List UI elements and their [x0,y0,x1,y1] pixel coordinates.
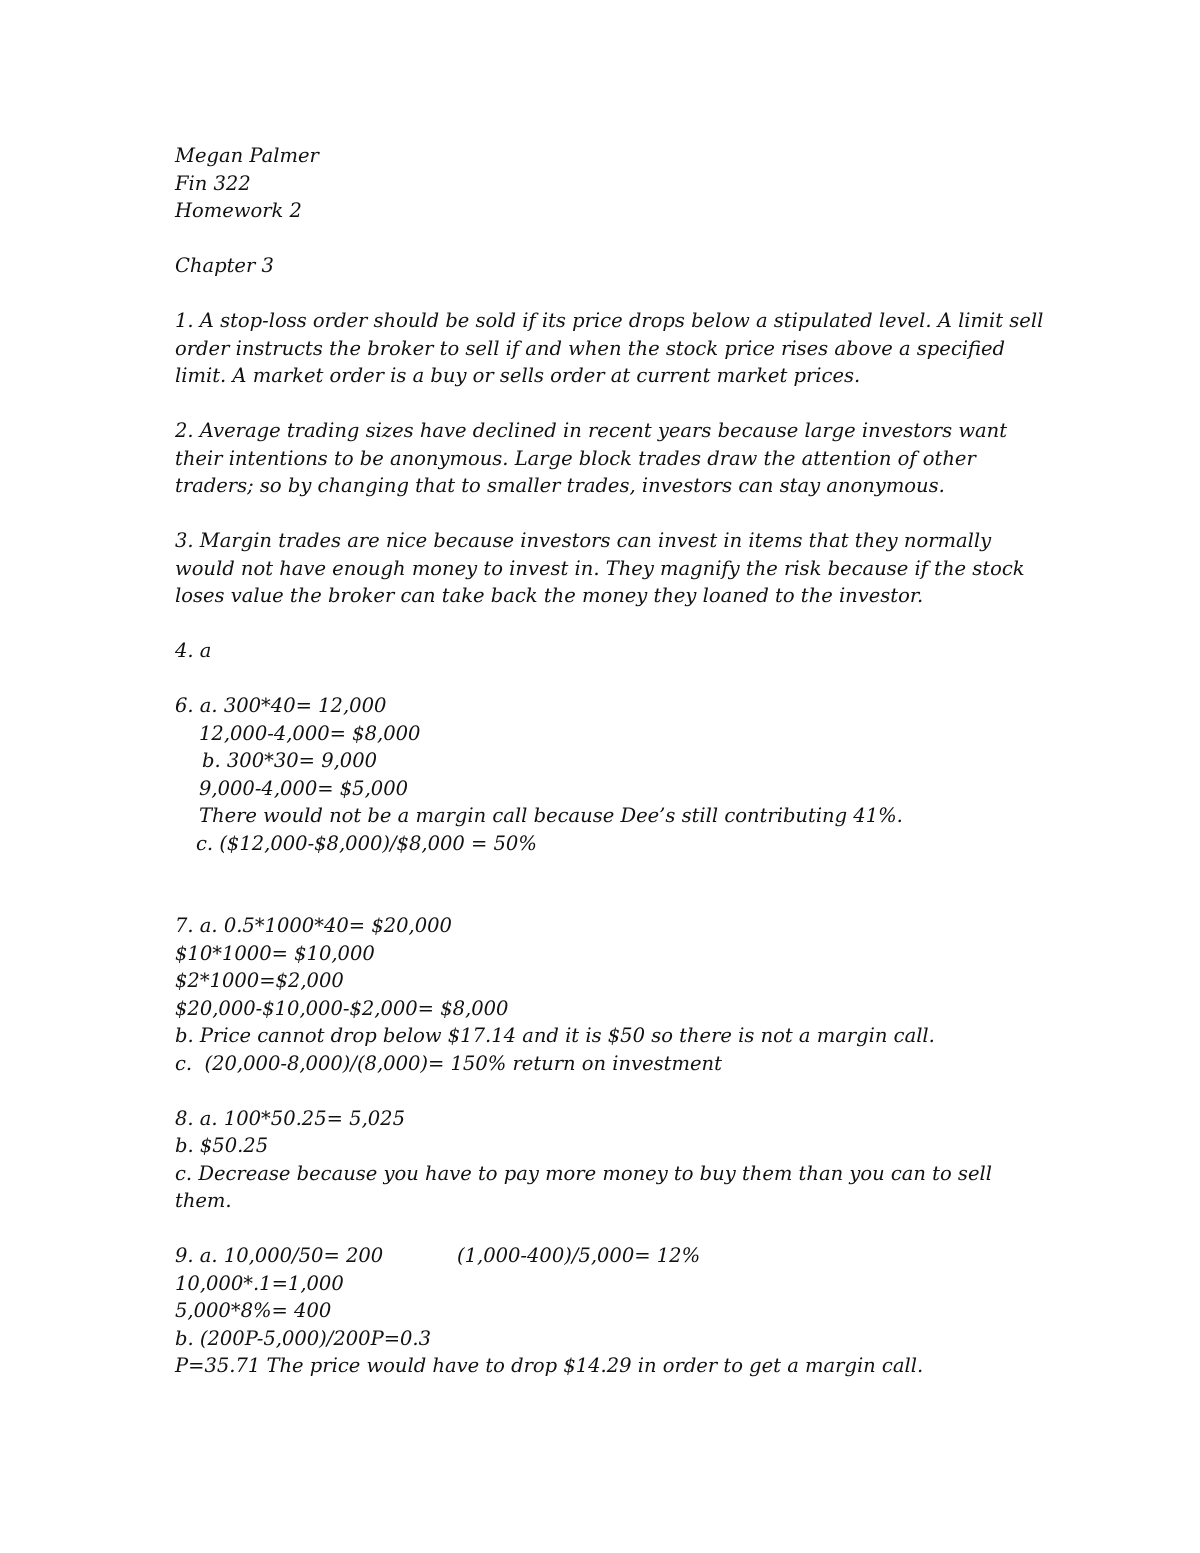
answer-9-part-b-result: P=35.71 The price would have to drop $14.29 in order to get a margin call. [175,1354,924,1377]
answer-4: 4. a [175,639,212,662]
answer-2-line: their intentions to be anonymous. Large block trades draw the attention of other [175,446,976,470]
answer-3 [175,527,1055,610]
answer-3-line: would not have enough money to invest in. They magnify the risk because if the stock [175,556,1025,580]
assignment-title: Homework 2 [175,199,302,222]
answer-7-line: $10*1000= $10,000 [175,941,375,965]
answer-6-part-a: 6. a. 300*40= 12,000 [175,694,387,717]
document-body [175,142,1055,1380]
answer-9-part-a-right: (1,000-400)/5,000= 12% [457,1244,701,1267]
course-code: Fin 322 [175,171,251,195]
answer-1-line: 1. A stop-loss order should be sold if its price drops below a stipulated level. A limit sell [175,309,1044,332]
answer-9 [175,1242,1055,1380]
answer-8-line: c. Decrease because you have to pay more money to buy them than you can to sell [175,1161,992,1185]
answer-7-line: c. (20,000-8,000)/(8,000)= 150% return on investment [175,1051,722,1075]
answer-7 [175,912,1055,1077]
author-name: Megan Palmer [175,144,319,167]
answer-3-line: loses value the broker can take back the money they loaned to the investor. [175,584,924,607]
answer-3-line: 3. Margin trades are nice because investors can invest in items that they normally [175,529,992,552]
answer-6 [175,692,1055,857]
answer-8 [175,1105,1055,1215]
answer-9-calc: 10,000*.1=1,000 [175,1271,344,1295]
answer-8-line: them. [175,1189,232,1212]
chapter-heading: Chapter 3 [175,254,274,277]
answer-7-line: $2*1000=$2,000 [175,969,344,992]
answer-9-part-a [175,1242,1055,1270]
answer-2 [175,417,1055,500]
answer-8-line: b. $50.25 [175,1134,269,1157]
answer-6-part-b-calc: 9,000-4,000= $5,000 [199,776,409,800]
answer-6-part-b: b. 300*30= 9,000 [202,749,378,772]
answer-8-line: 8. a. 100*50.25= 5,025 [175,1106,405,1130]
answer-9-calc: 5,000*8%= 400 [175,1299,332,1322]
answer-1 [175,307,1055,390]
answer-2-line: traders; so by changing that to smaller trades, investors can stay anonymous. [175,474,945,497]
answer-1-line: order instructs the broker to sell if and when the stock price rises above a specified [175,336,1006,360]
answer-2-line: 2. Average trading sizes have declined in recent years because large investors want [175,419,1008,442]
answer-9-part-b: b. (200P-5,000)/200P=0.3 [175,1326,432,1350]
answer-6-part-b-note: There would not be a margin call because Dee’s still contributing 41%. [199,804,903,827]
answer-7-line: 7. a. 0.5*1000*40= $20,000 [175,914,452,937]
answer-7-line: b. Price cannot drop below $17.14 and it is $50 so there is not a margin call. [175,1024,935,1047]
answer-6-part-a-calc: 12,000-4,000= $8,000 [199,721,421,745]
answer-6-part-c: c. ($12,000-$8,000)/$8,000 = 50% [196,831,537,855]
answer-9-part-a-left: 9. a. 10,000/50= 200 [175,1244,384,1267]
answer-1-line: limit. A market order is a buy or sells order at current market prices. [175,364,861,387]
answer-7-line: $20,000-$10,000-$2,000= $8,000 [175,996,509,1020]
